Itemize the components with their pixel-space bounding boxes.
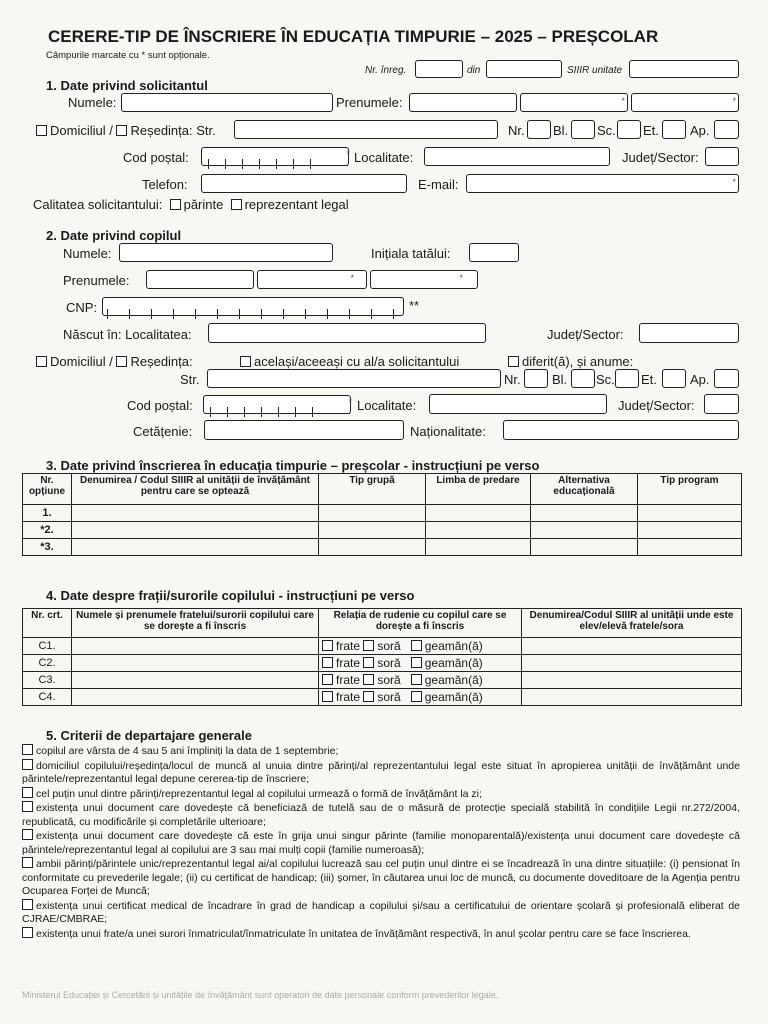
s2-nascut-field[interactable] [208,323,486,343]
criteria-text: existența unui document care dovedește că beneficiază de tutelă sau de o măsură de protecție specială stabilită în condițiile Legii nr.272/2004, republicată, cu modificările și completările ulterioare; [22,802,740,828]
relatia-cell [319,655,522,672]
s1-prenumele-field-1[interactable] [409,93,517,112]
s2-cod-label: Cod poștal: [127,398,193,413]
s3-col-alternativa: Alternativa educațională [531,474,638,505]
s2-ap-field[interactable] [714,369,739,388]
s2-cetatenie-field[interactable] [204,420,404,440]
table-cell[interactable] [522,689,742,706]
s2-nationalitate-label: Naționalitate: [410,424,486,439]
table-cell[interactable] [72,655,319,672]
criteria-text: domiciliul copilului/reședința/locul de muncă al unuia dintre părinți/al reprezentantului legal este situat în apropierea unității de învățământ unde părintele/reprezentantul legal depune cererea-tip de înscriere; [22,759,740,785]
geaman-label: geamăn(ă) [424,690,483,704]
sora-checkbox[interactable] [363,674,374,685]
s2-cnp-field[interactable] [102,297,404,316]
s1-judet-label: Județ/Sector: [622,150,699,165]
s1-localitate-label: Localitate: [354,150,414,165]
parinte-label: părinte [183,197,224,212]
criteria-item [22,744,740,759]
criteria-item [22,829,740,857]
table-row [23,522,742,539]
s3-row-label: *2. [23,522,72,539]
s1-telefon-label: Telefon: [142,177,188,192]
optional-star: * [346,149,350,159]
s1-prenumele-field-3[interactable] [631,93,739,112]
table-cell[interactable] [72,638,319,655]
relatia-cell [319,638,522,655]
frate-checkbox[interactable] [322,657,333,668]
s2-prenumele-label: Prenumele: [63,273,130,288]
s2-nationalitate-field[interactable] [503,420,739,440]
s2-str-label: Str. [180,372,200,387]
table-row [23,655,742,672]
sora-checkbox[interactable] [363,691,374,702]
resedinta-label: Reședința: Str. [130,123,216,138]
geaman-checkbox[interactable] [411,640,422,651]
nr-inreg-label: Nr. înreg. [365,65,407,76]
criteria-item [22,801,740,829]
s2-nr-label: Nr. [504,372,521,387]
s2-initiala-field[interactable] [469,243,519,262]
criteria-checkbox[interactable] [22,801,33,812]
domiciliu-label: Domiciliul / [50,123,117,138]
s2-domiciliu-row [36,354,193,370]
s1-ap-label: Ap. [690,123,710,138]
section-1-title: 1. Date privind solicitantul [46,78,208,93]
diferit-checkbox[interactable] [508,356,519,367]
s1-localitate-field[interactable] [424,147,610,166]
s2-prenumele-field-3[interactable] [370,270,478,289]
frate-label: frate [336,639,361,653]
sora-label: soră [377,673,401,687]
s3-options-table [22,473,742,556]
table-cell[interactable] [522,638,742,655]
footer-note: Ministerul Educației și Cercetării și unitățile de învățământ sunt operatori de date personale conform prevederilor legale. [22,990,499,1000]
table-cell[interactable] [319,539,426,556]
s2-str-field[interactable] [207,369,501,388]
s3-col-limba: Limba de predare [426,474,531,505]
parinte-checkbox[interactable] [170,199,181,210]
s3-row-label: *3. [23,539,72,556]
section-5-title: 5. Criterii de departajare generale [46,728,252,743]
criteria-text: copilul are vârsta de 4 sau 5 ani împliniți la data de 1 septembrie; [36,745,339,757]
section-2-title: 2. Date privind copilul [46,228,182,243]
s4-siblings-table [22,608,742,706]
section-3-title: 3. Date privind înscrierea în educația timpurie – preșcolar - instrucțiuni pe verso [46,458,540,473]
s1-bl-label: Bl. [553,123,569,138]
s2-nascut-label: Născut în: Localitatea: [63,327,192,342]
s2-localitate-label: Localitate: [357,398,417,413]
geaman-label: geamăn(ă) [424,673,483,687]
reprezentant-checkbox[interactable] [231,199,242,210]
s2-judet-label: Județ/Sector: [547,327,624,342]
s2-initiala-label: Inițiala tatălui: [371,246,451,261]
s4-col-nr: Nr. crt. [23,609,72,638]
section-4-title: 4. Date despre frații/surorile copilului - instrucțiuni pe verso [46,588,415,603]
s1-nr-field[interactable] [527,120,551,139]
s1-domiciliu-row [36,123,216,139]
s1-email-field[interactable] [466,174,739,193]
page-title: CERERE-TIP DE ÎNSCRIERE ÎN EDUCAȚIA TIMPURIE – 2025 – PREȘCOLAR [48,27,659,46]
table-cell[interactable] [531,505,638,522]
acelasi-checkbox[interactable] [240,356,251,367]
table-cell[interactable] [72,539,319,556]
geaman-checkbox[interactable] [411,691,422,702]
s1-email-label: E-mail: [418,177,459,192]
s1-nr-label: Nr. [508,123,525,138]
optional-star: * [459,273,463,283]
s2-cnp-mark: ** [409,298,420,313]
criteria-text: ambii părinți/părintele unic/reprezentantul legal ai/al copilului lucrează sau cel puțin unul dintre ei se încadrează în una dintre situațiile: (i) pensionat în conformitate cu prevederile legale; (ii) cu certificat de handicap; (iii) șomer, în căutarea unui loc de muncă, cu documente doveditoare de la Agenția pentru Ocuparea Forței de Muncă; [22,858,740,897]
table-row [23,689,742,706]
relatia-cell [319,689,522,706]
s2-cnp-label: CNP: [66,300,98,315]
s2-nr-field[interactable] [524,369,548,388]
criteria-text: existența unui document care dovedește că este în grija unui singur părinte (familie monoparentală)/existența unui document care dovedește că părintele/reprezentantul legal al copilului are 3 sau mai mulți copii (familie numeroasă); [22,830,740,856]
sora-label: soră [377,639,401,653]
s2-localitate-field[interactable] [429,394,607,414]
criteria-item [22,759,740,787]
s2-sc-label: Sc. [596,372,615,387]
criteria-text: cel puțin unul dintre părinți/reprezentantul legal al copilului urmează o formă de învățământ la zi; [36,787,482,800]
s2-acelasi-row [240,354,459,370]
s1-sc-label: Sc. [597,123,616,138]
s1-bl-field[interactable] [571,120,595,139]
s1-prenumele-label: Prenumele: [336,95,403,110]
s1-sc-field[interactable] [617,120,641,139]
s1-calitatea-row [33,197,349,213]
resedinta-checkbox[interactable] [116,125,127,136]
s2-prenumele-field-1[interactable] [146,270,254,289]
optional-star: * [348,397,352,407]
s3-col-nr: Nr. opțiune [23,474,72,505]
s4-col-nume: Numele și prenumele fratelui/surorii copilului care se dorește a fi înscris [72,609,319,638]
frate-checkbox[interactable] [322,640,333,651]
table-cell[interactable] [72,689,319,706]
s2-et-field[interactable] [662,369,686,388]
s1-prenumele-field-2[interactable] [520,93,628,112]
table-cell[interactable] [522,655,742,672]
s1-cod-label: Cod poștal: [123,150,189,165]
s4-col-unitate: Denumirea/Codul SIIIR al unității unde este elev/elevă fratele/sora [522,609,742,638]
criteria-checkbox[interactable] [22,829,33,840]
diferit-label: diferit(ă), și anume: [522,354,634,369]
geaman-label: geamăn(ă) [424,639,483,653]
table-cell[interactable] [319,522,426,539]
s2-judet-field[interactable] [639,323,739,343]
s1-et-label: Et. [643,123,659,138]
s2-cod-field[interactable] [203,395,351,414]
table-row [23,539,742,556]
optional-star: * [350,273,354,283]
table-cell[interactable] [426,539,531,556]
s2-cetatenie-label: Cetățenie: [133,424,193,439]
frate-label: frate [336,690,361,704]
table-cell[interactable] [72,505,319,522]
s3-col-unitate: Denumirea / Codul SIIIR al unității de învățământ pentru care se optează [72,474,319,505]
nr-inreg-field[interactable] [415,60,463,78]
table-row [23,505,742,522]
table-row [23,638,742,655]
din-label: din [467,65,481,76]
s2-bl-field[interactable] [571,369,595,388]
table-cell[interactable] [319,505,426,522]
s2-judet2-field[interactable] [704,394,739,414]
criteria-checkbox[interactable] [22,857,33,868]
s3-col-tip-program: Tip program [638,474,742,505]
s2-ap-label: Ap. [690,372,710,387]
s2-judet2-label: Județ/Sector: [618,398,695,413]
criteria-checkbox[interactable] [22,787,33,798]
criteria-checkbox[interactable] [22,927,33,938]
s2-domiciliu-checkbox[interactable] [36,356,47,367]
s4-row-label: C4. [23,689,72,706]
table-cell[interactable] [638,522,742,539]
table-cell[interactable] [522,672,742,689]
geaman-checkbox[interactable] [411,674,422,685]
calitatea-label: Calitatea solicitantului: [33,197,163,212]
siiir-label: SIIIR unitate [567,65,623,76]
s4-row-label: C3. [23,672,72,689]
frate-checkbox[interactable] [322,674,333,685]
siiir-field[interactable] [629,60,739,78]
optional-star: * [621,96,625,106]
criteria-text: existența unui certificat medical de încadrare în grad de handicap a copilului și/sau a certificatului de orientare școlară și profesională eliberat de CJRAE/CMBRAE; [22,899,740,925]
s4-row-label: C1. [23,638,72,655]
geaman-label: geamăn(ă) [424,656,483,670]
criteria-item [22,899,740,927]
reprezentant-label: reprezentant legal [244,197,349,212]
optional-note: Câmpurile marcate cu * sunt opționale. [46,50,210,61]
optional-star: * [732,96,736,106]
s2-et-label: Et. [641,372,657,387]
table-cell[interactable] [72,672,319,689]
frate-label: frate [336,673,361,687]
s4-row-label: C2. [23,655,72,672]
s1-numele-label: Numele: [68,95,117,110]
table-cell[interactable] [426,505,531,522]
table-cell[interactable] [531,539,638,556]
s2-numele-label: Numele: [63,246,112,261]
table-cell[interactable] [426,522,531,539]
table-cell[interactable] [638,505,742,522]
criteria-checkbox[interactable] [22,744,33,755]
criteria-item [22,857,740,899]
s4-col-relatia: Relația de rudenie cu copilul care se dorește a fi înscris [319,609,522,638]
relatia-cell [319,672,522,689]
criteria-list [22,744,740,941]
frate-checkbox[interactable] [322,691,333,702]
s2-diferit-row [508,354,633,370]
criteria-item [22,787,740,802]
geaman-checkbox[interactable] [411,657,422,668]
table-cell[interactable] [638,539,742,556]
s1-numele-field[interactable] [121,93,333,112]
s1-judet-field[interactable] [705,147,739,166]
table-row [23,672,742,689]
s2-bl-label: Bl. [552,372,568,387]
din-field[interactable] [486,60,562,78]
sora-label: soră [377,656,401,670]
domiciliu-checkbox[interactable] [36,125,47,136]
optional-star: * [732,177,736,187]
s2-numele-field[interactable] [119,243,333,262]
criteria-checkbox[interactable] [22,759,33,770]
criteria-item [22,927,740,942]
s2-sc-field[interactable] [615,369,639,388]
s1-strada-field[interactable] [234,120,498,139]
s2-domiciliu-label: Domiciliul / [50,354,117,369]
s2-resedinta-label: Reședința: [130,354,193,369]
acelasi-label: același/aceeași cu al/a solicitantului [254,354,460,369]
s1-cod-field[interactable] [201,147,349,166]
table-cell[interactable] [72,522,319,539]
s2-prenumele-field-2[interactable] [257,270,367,289]
criteria-checkbox[interactable] [22,899,33,910]
s1-ap-field[interactable] [714,120,739,139]
sora-label: soră [377,690,401,704]
table-cell[interactable] [531,522,638,539]
s3-col-tip-grupa: Tip grupă [319,474,426,505]
s2-resedinta-checkbox[interactable] [116,356,127,367]
sora-checkbox[interactable] [363,657,374,668]
s1-telefon-field[interactable] [201,174,407,193]
sora-checkbox[interactable] [363,640,374,651]
s3-row-label: 1. [23,505,72,522]
criteria-text: existența unui frate/a unei surori înmatriculat/înmatriculate în unitatea de învățământ respectivă, în anul școlar pentru care se face înscrierea. [36,927,691,940]
frate-label: frate [336,656,361,670]
s1-et-field[interactable] [662,120,686,139]
